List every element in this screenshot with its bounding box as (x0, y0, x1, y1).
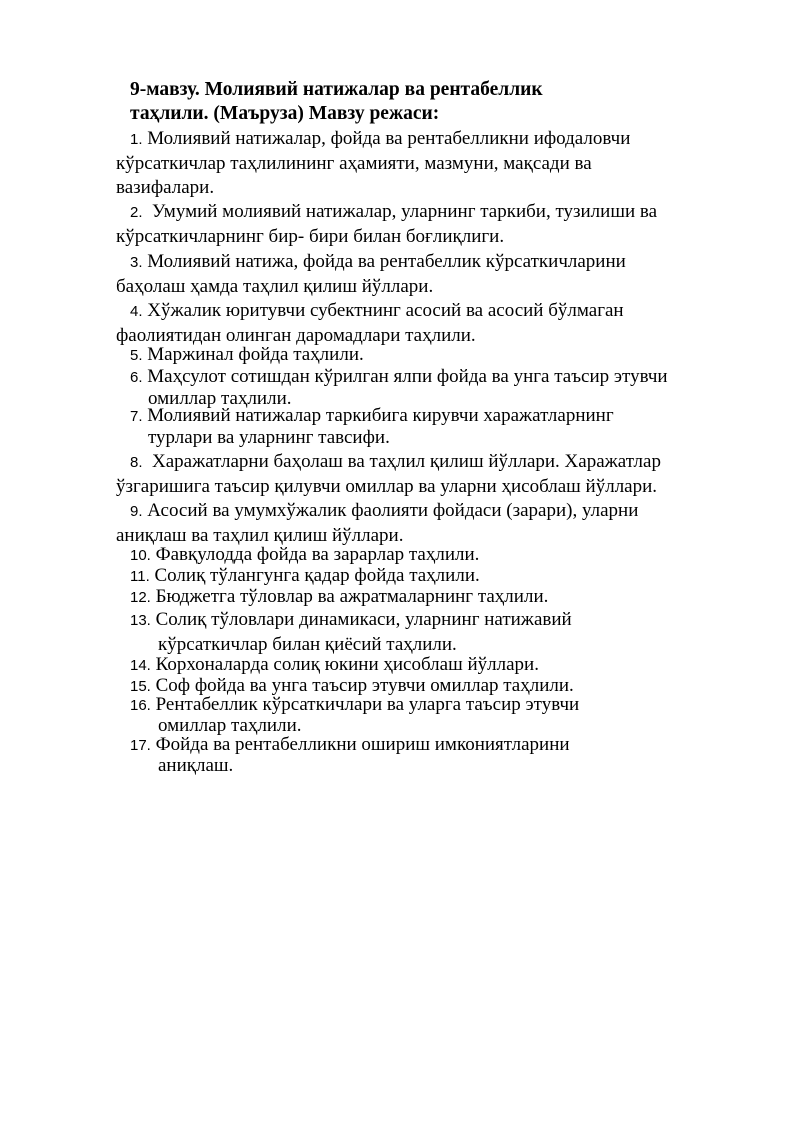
item-number: 5. (130, 347, 143, 364)
list-item (116, 499, 756, 548)
item-number: 3. (130, 254, 143, 271)
item-text: Хўжалик юритувчи субектнинг асосий ва асосий бўлмаган (147, 300, 624, 321)
item-number: 13. (130, 612, 151, 629)
item-number: 7. (130, 408, 143, 425)
item-text: Фойда ва рентабелликни ошириш имкониятларини (155, 734, 570, 755)
item-text: Харажатларни баҳолаш ва таҳлил қилиш йўллари. Харажатлар (152, 451, 661, 472)
item-number: 6. (130, 369, 143, 386)
item-text: кўрсаткичлар билан қиёсий таҳлили. (158, 634, 457, 655)
item-number: 11. (130, 568, 150, 585)
item-text: вазифалари. (116, 177, 215, 198)
list-item (116, 565, 756, 587)
item-number: 12. (130, 589, 151, 606)
item-text: Молиявий натижалар таркибига кирувчи харажатларнинг (147, 405, 614, 426)
item-text: Корхоналарда солиқ юкини ҳисоблаш йўллари. (155, 654, 539, 675)
item-text: кўрсаткичларнинг бир- бири билан боғлиқлиги. (116, 226, 505, 247)
list-item (116, 450, 756, 499)
list-item (116, 250, 756, 299)
item-text: кўрсаткичлар таҳлилининг аҳамияти, мазмуни, мақсади ва (116, 153, 592, 174)
item-text: Маҳсулот сотишдан кўрилган ялпи фойда ва унга таъсир этувчи (147, 366, 668, 387)
list-item (116, 544, 756, 566)
item-text: Фавқулодда фойда ва зарарлар таҳлили. (155, 544, 480, 565)
item-text: Молиявий натижалар, фойда ва рентабелликни ифодаловчи (147, 128, 631, 149)
item-number: 8. (130, 454, 143, 471)
item-text: Молиявий натижа, фойда ва рентабеллик кўрсаткичларини (147, 251, 626, 272)
list-item (116, 654, 756, 676)
list-item (116, 366, 756, 409)
item-number: 15. (130, 678, 151, 695)
item-text: омиллар таҳлили. (148, 388, 292, 409)
item-text: Маржинал фойда таҳлили. (147, 344, 364, 365)
item-number: 17. (130, 737, 151, 754)
item-number: 14. (130, 657, 151, 674)
item-number: 2. (130, 204, 143, 221)
list-item (116, 127, 756, 200)
heading-line-2: таҳлили. (Маъруза) Мавзу режаси: (130, 103, 440, 124)
item-text: баҳолаш ҳамда таҳлил қилиш йўллари. (116, 276, 434, 297)
list-item (116, 586, 756, 608)
item-number: 1. (130, 131, 143, 148)
item-text: Асосий ва умумхўжалик фаолияти фойдаси (зарари), уларни (147, 500, 639, 521)
item-number: 9. (130, 503, 143, 520)
item-text: Бюджетга тўловлар ва ажратмаларнинг таҳлили. (155, 586, 549, 607)
list-item (116, 405, 756, 448)
item-text: Соф фойда ва унга таъсир этувчи омиллар таҳлили. (155, 675, 574, 696)
item-text: омиллар таҳлили. (158, 715, 302, 736)
item-text: Умумий молиявий натижалар, уларнинг таркиби, тузилиши ва (152, 201, 658, 222)
item-text: аниқлаш ва таҳлил қилиш йўллари. (116, 525, 404, 546)
item-number: 16. (130, 697, 151, 714)
list-item (116, 695, 756, 736)
item-text: ўзгаришига таъсир қилувчи омиллар ва уларни ҳисоблаш йўллари. (116, 476, 658, 497)
item-text: аниқлаш. (158, 755, 234, 776)
item-text: Солиқ тўловлари динамикаси, уларнинг натижавий (155, 609, 572, 630)
list-item (116, 200, 756, 249)
item-text: фаолиятидан олинган даромадлари таҳлили. (116, 325, 476, 346)
item-number: 4. (130, 303, 143, 320)
list-item (116, 735, 756, 776)
heading-line-1: 9-мавзу. Молиявий натижалар ва рентабеллик (130, 79, 543, 100)
document-heading (130, 78, 543, 126)
item-number: 10. (130, 547, 151, 564)
item-text: Рентабеллик кўрсаткичлари ва уларга таъсир этувчи (155, 694, 580, 715)
list-item (116, 299, 756, 348)
list-item (116, 344, 756, 366)
item-text: турлари ва уларнинг тавсифи. (148, 427, 390, 448)
item-text: Солиқ тўлангунга қадар фойда таҳлили. (154, 565, 480, 586)
list-item (116, 608, 756, 657)
